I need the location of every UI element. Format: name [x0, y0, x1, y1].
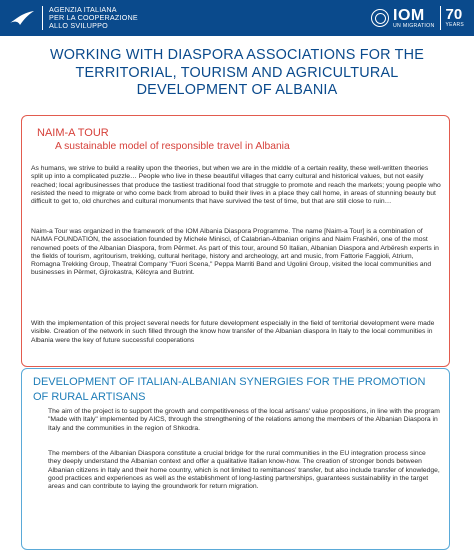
un-emblem-icon: [371, 9, 389, 27]
aics-line-2: PER LA COOPERAZIONE: [49, 13, 138, 22]
aics-dove-logo-icon: [8, 9, 36, 27]
iom-subtitle: UN MIGRATION: [393, 22, 435, 29]
section-1-paragraph-1: As humans, we strive to build a reality upon the theories, but when we are in the middle of a certain reality, these well-written theories split up into a complicated puzzle… People who live in these beautiful villages that carry cultural and historical values, but not easily reached; local agribusinesses that produce the tastiest traditional food that struggle to promote and reach the markets; young people who resisted the need to migrate or who come back from abroad to build their lives in a place they call home, in areas of stunning beauty but difficult to get to, old churches and cultural monuments that have survived the test of time, but that are still close to ruin…: [31, 165, 441, 206]
iom-divider: [440, 6, 441, 30]
section-1-title: NAIM-A TOUR: [37, 127, 109, 139]
aics-brand: [0, 6, 138, 30]
section-1-paragraph-2: Naim-a Tour was organized in the framework of the IOM Albania Diaspora Programme. The name [Naim-a Tour] is a combination of NAIMA FOUNDATION, the association founded by Michele Minisci, of Calabrian-Albanian origins and Naim Frashëri, one of the most renowned poets of the Albanian Diaspora, from Përmet. As part of this tour, around 50 Italian, Albanian Diaspora and Arbëresh experts in the fields of tourism, agritourism, trekking, cultural heritage, history and archeology, art and music, from Fattorie Faggioli, Atrium, Romagna Trekking Group, Theatral Company "Fuori Scena," Peppa Marriti Band and Ugolini Group, visited the local communities and businesses in Përmet, Gjirokastra, Këlcyra and Butrint.: [31, 228, 439, 277]
aics-line-3: ALLO SVILUPPO: [49, 21, 108, 30]
iom-brand: [371, 6, 474, 30]
page-title: WORKING WITH DIASPORA ASSOCIATIONS FOR THE TERRITORIAL, TOURISM AND AGRICULTURAL DEVELOPMENT OF ALBANIA: [49, 47, 425, 98]
iom-wordmark: [393, 8, 435, 29]
iom-name: IOM: [393, 6, 425, 24]
section-1-subtitle: A sustainable model of responsible travel in Albania: [55, 141, 290, 152]
section-2-paragraph-1: The aim of the project is to support the growth and competitiveness of the local artisans' value propositions, in line with the program "Made with Italy" implemented by AICS, through the strengthening of the relations among the members of the Albanian Diaspora in Italy and the communities in the region of Shkodra.: [48, 408, 440, 432]
section-1-paragraph-3: With the implementation of this project several needs for future development especially in the field of territorial development were made visible. Creation of the network in such filled through the know how transfer of the Albanian diaspora In Italy to the local communities in Albania were the key of future successful cooperations: [31, 320, 435, 344]
aics-divider: [42, 6, 43, 30]
section-2-paragraph-2: The members of the Albanian Diaspora constitute a crucial bridge for the rural communities in the EU integration process since they deeply understand the Albanian context and offer a qualitative Italian know-how. The creation of stronger bonds between Albanian citizens in Italy and their home country, which is not limited to remittances' transfer, but also include transfer of knowledge, good practices and experiences as well as the establishment of long-lasting partnerships, guarantees sustainability in the target areas and can contribute to laying the groundwork for return migration.: [48, 450, 440, 491]
section-2-title: DEVELOPMENT OF ITALIAN-ALBANIAN SYNERGIES FOR THE PROMOTION OF RURAL ARTISANS: [33, 376, 426, 403]
aics-line-1: AGENZIA ITALIANA: [49, 5, 117, 14]
anniversary-number: 70: [445, 6, 463, 23]
header-banner: [0, 0, 474, 36]
anniversary-label: YEARS: [445, 22, 464, 28]
anniversary-mark: [446, 8, 464, 28]
aics-name: [49, 6, 138, 30]
